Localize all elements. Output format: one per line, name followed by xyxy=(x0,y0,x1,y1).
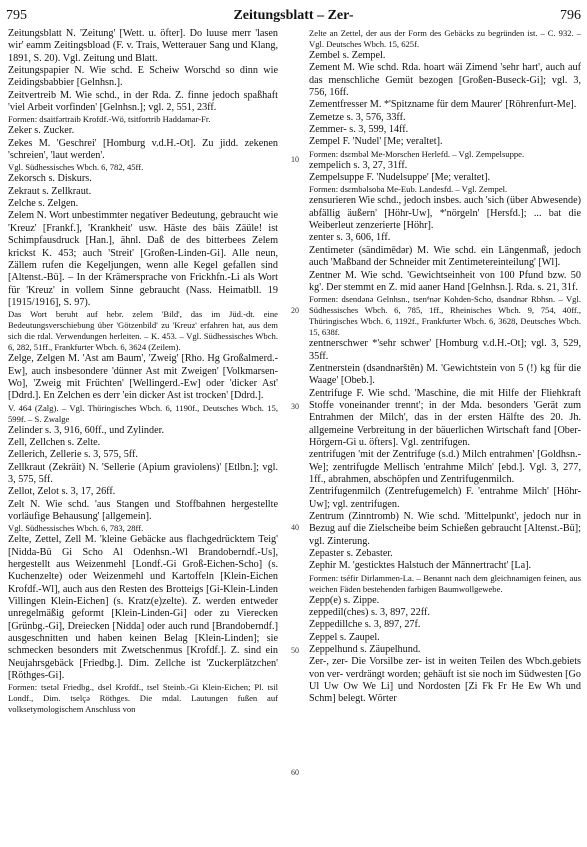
line-number: 20 xyxy=(291,306,299,315)
running-title: Zeitungsblatt – Zer- xyxy=(233,8,354,23)
dictionary-entry: Zelem N. Wort unbestimmter negativer Bedeutung, gebraucht wie 'Kreuz' [Frankf.], 'Krankheit' usw. Häste des bäis Zäüle! ist Schimpfausdruck [Han.], ähnl. Daß de des bitterbees Zelem krickst K. 453; auch 'Streit' [Großen-Linden-Gi]. Alle neun, Zällem rufen die Kegeljungen, wenn alle Kegel gefallen sind [Altenst.-Bü]. – In der Krämersprache von Frickhfn.-Li als Wort für 'Kreuz' in vollem Sinne gebraucht (Nass. Heimatbll. 19 [1915/1916], S. 97). xyxy=(8,210,278,308)
dictionary-entry: Zer-, zer- Die Vorsilbe zer- ist in weiten Teilen des Wbch.gebiets von ver- verdrängt worden; gehäuft ist sie noch im Südwesten [Go Ul Uw Ow We Li] und Nordosten [Zi Fk Fr He Ew Wh und Schm] belegt. Wörter xyxy=(309,656,581,705)
dictionary-entry: zenter s. 3, 606, 1ff. xyxy=(309,232,391,244)
dictionary-entry: Das Wort beruht auf hebr. zelem 'Bild', das im Jüd.-dt. eine Bedeutungsverschiebung über 'Götzenbild' zu 'Kreuz' erfahren hat, aus dem sich die rdal. Verwendungen herleiten. – K. 453. – Vgl. Südhessisches Wbch. 6, 282, 51ff., Frankfurter Wbch. 6, 3624 (Zeilem). xyxy=(8,309,278,353)
dictionary-entry: Zeppedillche s. 3, 897, 27f. xyxy=(309,619,421,631)
dictionary-entry: Zentimeter (sändimēdər) M. Wie schd. ein Längenmaß, jedoch auch 'Maßband der Schneider mit Zentimetereinteilung' [Wl]. xyxy=(309,244,581,269)
line-number: 30 xyxy=(291,402,299,411)
dictionary-entry: Zelinder s. 3, 916, 60ff., und Zylinder. xyxy=(8,424,164,436)
dictionary-entry: Zelt N. Wie schd. 'aus Stangen und Stoffbahnen hergestellte vorläufige Behausung' [allgemein]. xyxy=(8,498,278,522)
dictionary-entry: Zellerich, Zellerie s. 3, 575, 5ff. xyxy=(8,449,138,461)
dictionary-entry: Zentrum (Zinntromb) N. Wie schd. 'Mittelpunkt', jedoch nur in Bezug auf die Zielscheibe beim Schießen gebraucht [Altenst.-Bü]; vgl. Zinterung. xyxy=(309,511,581,547)
dictionary-entry: Zepp(e) s. Zippe. xyxy=(309,594,380,606)
dictionary-entry: Formen: tséfir Dirlammen-La. – Benannt nach dem gleichnamigen feinen, aus weichen Fäden bestehenden farbigen Baumwollgewebe. xyxy=(309,572,581,594)
dictionary-entry: Zephir M. 'gesticktes Halstuch der Männertracht' [La]. xyxy=(309,560,532,572)
dictionary-entry: Zelte an Zettel, der aus der Form des Gebäcks zu begründen ist. – C. 932. – Vgl. Deutsches Wbch. 15, 625f. xyxy=(309,28,581,49)
dictionary-entry: Vgl. Südhessisches Wbch. 6, 783, 28ff. xyxy=(8,523,144,534)
dictionary-entry: Formen: dsɛmbəlsoba Me-Eub. Landesfd. – Vgl. Zempel. xyxy=(309,184,508,195)
dictionary-entry: Zeitungspapier N. Wie schd. E Scheiw Worschd so dinn wie Zeidingsbabbier [Gelnhsn.]. xyxy=(8,65,278,89)
dictionary-entry: Zentner M. Wie schd. 'Gewichtseinheit von 100 Pfund bzw. 50 kg'. Der stemmt en Z. mid aaner Hand [Gelnhsn.]. Rda. s. 21, 31f. xyxy=(309,269,581,293)
dictionary-entry: zensurieren Wie schd., jedoch insbes. auch 'sich (über Abwesende) abfällig äußern' [Höhr-Uw], *'nörgeln' [Hersfd.]; ... bat die Weiberleut zenzerierte [Höhr]. xyxy=(309,195,581,232)
dictionary-entry: Zeppel s. Zaupel. xyxy=(309,631,380,643)
dictionary-entry: Zekorsch s. Diskurs. xyxy=(8,173,92,185)
dictionary-entry: Zepaster s. Zebaster. xyxy=(309,548,393,560)
dictionary-entry: Zempel F. 'Nudel' [Me; veraltet]. xyxy=(309,136,443,148)
page-number-right: 796 xyxy=(560,8,581,23)
dictionary-entry: zeppedil(ches) s. 3, 897, 22ff. xyxy=(309,607,430,619)
dictionary-entry: Zentnerstein (dsəndnərštēn) M. 'Gewichtstein von 5 (!) kg für die Waage' [Obeb.]. xyxy=(309,362,581,387)
dictionary-entry: Formen: tsetəl Friedbg., dsel Krofdf., tsel Steinb.-Gi Klein-Eichen; Pl. tsil Londf., Dim. tselçə Röthges. Die mdal. Lautungen fußen auf volksetymologischem Anschluss von xyxy=(8,682,278,715)
dictionary-entry: Zeitungsblatt N. 'Zeitung' [Wett. u. öfter]. Do luuse merr 'lasen wir' eamm Zeitingsbload (F. v. Trais, Wetterauer Sang und Klang, 1891, S. 20). Vgl. Zeitung und Blatt. xyxy=(8,28,278,64)
line-number: 10 xyxy=(291,155,299,164)
dictionary-entry: Zemetze s. 3, 576, 33ff. xyxy=(309,111,406,123)
dictionary-entry: Zelte, Zettel, Zell M. 'kleine Gebäcke aus flachgedrücktem Teig' [Nidda-Bü Gi Scho Al Odenhsn.-Wl Brandoberndf.-Us], hergestellt aus Weizenmehl [Londf.-Gi Groß-Eichen-Scho] (s. Kuchenzelte) oder Weizenmehl und Kartoffeln [Klein-Eichen Krofdf.-Wl], auch aus den Resten des Brotteigs [Gi-Klein-Linden Villingen Klein-Eichen] (s. Kratz(e)zelte). Z. werden entweder unregelmäßig geformt [Klein-Linden-Gi] oder zu Vierecken [Grünbg.-Gi], Dreiecken [Nidda] oder auch rund [Brandoberndf.] ausgeschnitten und haben keinen Belag [Klein-Linden]; sie schmecken besonders mit Zwetschenmus [Krofdf.]. Z. sind ein Neujahrsgebäck [Friedbg.]. Dim. Zellche ist 'Zuckerplätzchen' [Röthges-Gi]. xyxy=(8,534,278,682)
dictionary-entry: Formen: dsaitfərtraib Krofdf.-Wö, tsitfortrib Haddamar-Fr. xyxy=(8,114,211,125)
line-number: 60 xyxy=(291,768,299,777)
dictionary-entry: Zekraut s. Zellkraut. xyxy=(8,185,92,197)
dictionary-entry: Formen: dsɛmbəl Me-Morschen Herlefd. – Vgl. Zempelsuppe. xyxy=(309,148,525,159)
dictionary-entry: Zell, Zellchen s. Zelte. xyxy=(8,436,101,448)
dictionary-entry: Zelge, Zelgen M. 'Ast am Baum', 'Zweig' [Rho. Hg Großalmerd.-Ew], auch insbesondere 'dünner Ast mit Zweigen' [Volkmarsen-Wo], 'Zweig mit Früchten' [Wellingerd.-Ew] oder 'dicker Ast' [Ddrd.]. En Zelchen es derr 'ein dicker Ast ist trocken' [Ddrd.]. xyxy=(8,353,278,402)
dictionary-entry: Zeker s. Zucker. xyxy=(8,125,75,137)
dictionary-entry: Zembel s. Zempel. xyxy=(309,50,386,61)
dictionary-entry: zentrifugen 'mit der Zentrifuge (s.d.) Milch entrahmen' [Goldhsn.-We]; zentrifugde Mellisch 'entrahme Milch' [ebd.]. Vgl. 3, 277, 1ff., abrahmen, abschöpfen und Zentrifugenmilch. xyxy=(309,449,581,485)
dictionary-entry: Formen: dsendənə Gelnhsn., tsenᵈnər Kohden-Scho, dsandnər Rbhsn. – Vgl. Südhessisches Wbch. 6, 785, 1ff., Rheinisches Wbch. 9, 754, 40ff., Thüringisches Wbch. 6, 1192f., Frankfurter Wbch. 6, 3628, Deutsches Wbch. 15, 638f. xyxy=(309,294,581,338)
dictionary-entry: Zentrifuge F. Wie schd. 'Maschine, die mit Hilfe der Fliehkraft Stoffe voneinander trennt'; in der Mda. besonders 'Gerät zum Entrahmen der Milch', das in der ersten Hälfte des 20. Jh. allgemeine Verbreitung in der bäuerlichen Wirtschaft fand [Ober-Hörgern-Gi u. öfters]. Vgl. zentrifugen. xyxy=(309,387,581,448)
dictionary-entry: V. 464 (Zalg). – Vgl. Thüringisches Wbch. 6, 1190f., Deutsches Wbch. 15, 599f. – S. Zwalge xyxy=(8,402,278,424)
dictionary-entry: Zentrifugenmilch (Zentrefugemelch) F. 'entrahme Milch' [Höhr-Uw]; vgl. zentrifugen. xyxy=(309,486,581,510)
dictionary-entry: zempelich s. 3, 27, 31ff. xyxy=(309,159,408,171)
dictionary-entry: Zellot, Zelot s. 3, 17, 26ff. xyxy=(8,486,116,498)
page-number-left: 795 xyxy=(6,8,27,23)
dictionary-entry: Zeppelhund s. Zäupelhund. xyxy=(309,644,421,656)
dictionary-entry: Zement M. Wie schd. Rda. hoart wäi Zimend 'sehr hart', auch auf das menschliche Gemüt bezogen [Großen-Buseck-Gi]; vgl. 3, 756, 16ff. xyxy=(309,62,581,99)
line-number: 40 xyxy=(291,523,299,532)
line-number: 50 xyxy=(291,646,299,655)
dictionary-entry: Zeitvertreib M. Wie schd., in der Rda. Z. finne jedoch spaßhaft 'viel Arbeit vorfinden' [Gelnhsn.]; vgl. 2, 551, 23ff. xyxy=(8,89,278,114)
page-header xyxy=(0,0,587,28)
left-column xyxy=(8,28,278,715)
dictionary-entry: Zempelsuppe F. 'Nudelsuppe' [Me; veraltet]. xyxy=(309,172,491,184)
dictionary-entry: Vgl. Südhessisches Wbch. 6, 782, 45ff. xyxy=(8,162,144,173)
right-column xyxy=(309,28,581,706)
dictionary-entry: Zementfresser M. *'Spitzname für dem Maurer' [Röhrenfurt-Me]. xyxy=(309,99,577,111)
dictionary-entry: Zekes M. 'Geschrei' [Homburg v.d.H.-Ot]. Zu jidd. zekenen 'schreien', 'laut werden'. xyxy=(8,137,278,162)
dictionary-entry: zentnerschwer *'sehr schwer' [Homburg v.d.H.-Ot]; vgl. 3, 529, 35ff. xyxy=(309,338,581,362)
dictionary-entry: Zelche s. Zelgen. xyxy=(8,198,79,210)
dictionary-entry: Zemmer- s. 3, 599, 14ff. xyxy=(309,124,409,136)
dictionary-entry: Zellkraut (Zekräit) N. 'Sellerie (Apium graviolens)' [Etlbn.]; vgl. 3, 575, 5ff. xyxy=(8,461,278,485)
